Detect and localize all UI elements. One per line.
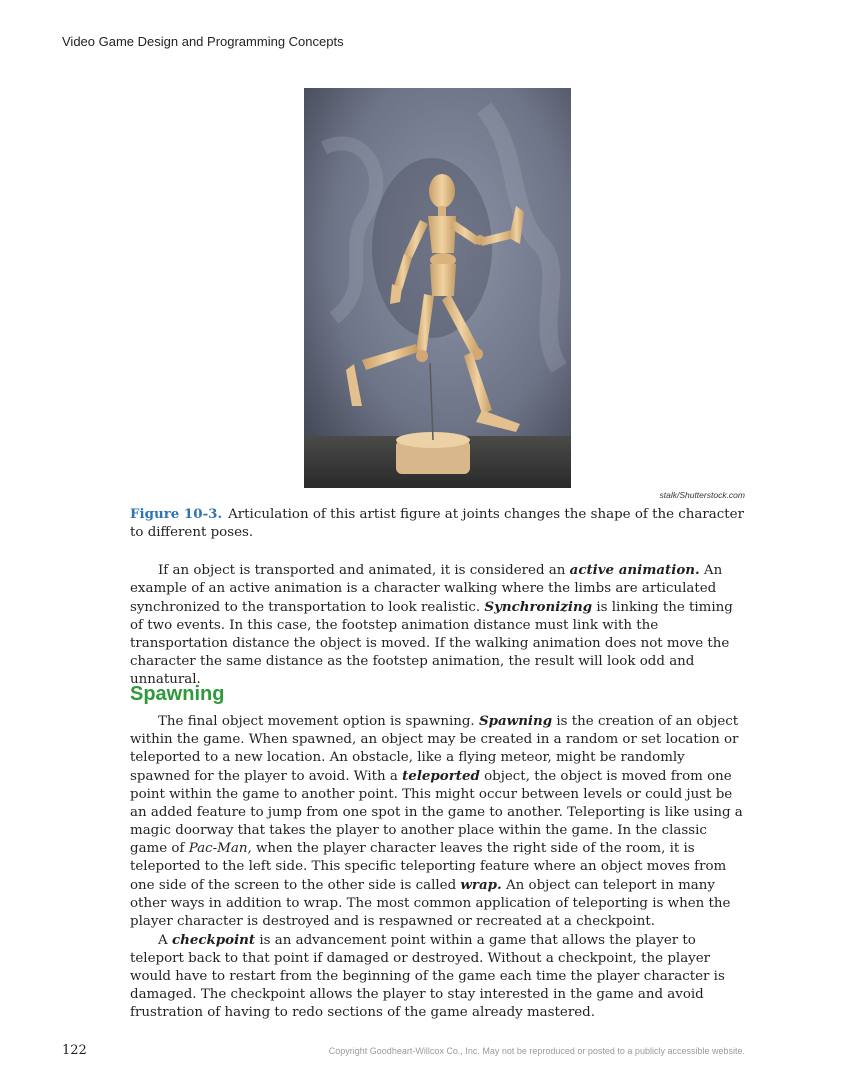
term-active-animation: active animation. xyxy=(569,562,700,578)
term-synchronizing: Synchronizing xyxy=(484,599,593,615)
section-intro xyxy=(130,561,746,689)
term-checkpoint: checkpoint xyxy=(171,932,256,948)
figure-caption-text: Articulation of this artist figure at joints changes the shape of the character to different poses. xyxy=(130,507,744,540)
game-title-pacman: Pac-Man, xyxy=(188,841,252,856)
section-spawning xyxy=(130,712,746,1022)
figure-label: Figure 10-3. xyxy=(130,506,223,522)
term-wrap: wrap. xyxy=(460,877,502,893)
paragraph-active-animation: If an object is transported and animated, it is considered an active animation. An example of an active animation is a character walking where the limbs are articulated synchronized to the transportation to look realistic. Synchronizing is linking the timing of two events. In this case, the footstep animation distance must link with the transportation distance the object is moved. If the walking animation does not move the character the same distance as the footstep animation, the result will look odd and unnatural. xyxy=(130,562,733,687)
mannequin-photo xyxy=(304,88,571,488)
term-teleported: teleported xyxy=(402,768,480,784)
term-spawning: Spawning xyxy=(478,713,553,729)
page-number: 122 xyxy=(62,1043,87,1058)
copyright-notice: Copyright Goodheart-Willcox Co., Inc. May not be reproduced or posted to a publicly accessible website. xyxy=(328,1046,745,1056)
running-head: Video Game Design and Programming Concepts xyxy=(62,34,344,49)
section-heading-spawning: Spawning xyxy=(130,683,225,705)
figure-caption xyxy=(130,505,746,542)
paragraph-spawning: The final object movement option is spawning. Spawning is the creation of an object within the game. When spawned, an object may be created in a random or set location or teleported to a new location. An obstacle, like a flying meteor, might be randomly spawned for the player to avoid. With a teleported object, the object is moved from one point within the game to another point. This might occur between levels or could just be an added feature to jump from one spot in the game to another. Teleporting is like using a magic doorway that takes the player to another place within the game. In the classic game of Pac-Man, when the player character leaves the right side of the room, it is teleported to the left side. This specific teleporting feature where an object moves from one side of the screen to the other side is called wrap. An object can teleport in many other ways in addition to wrap. The most common application of teleporting is when the player character is destroyed and is respawned or recreated at a checkpoint. xyxy=(130,713,743,929)
photo-credit: stalk/Shutterstock.com xyxy=(659,490,745,500)
paragraph-checkpoint: A checkpoint is an advancement point within a game that allows the player to teleport back to that point if damaged or destroyed. Without a checkpoint, the player would have to restart from the beginning of the game each time the player character is damaged. The checkpoint allows the player to stay interested in the game and avoid frustration of having to redo sections of the game already mastered. xyxy=(130,932,725,1020)
